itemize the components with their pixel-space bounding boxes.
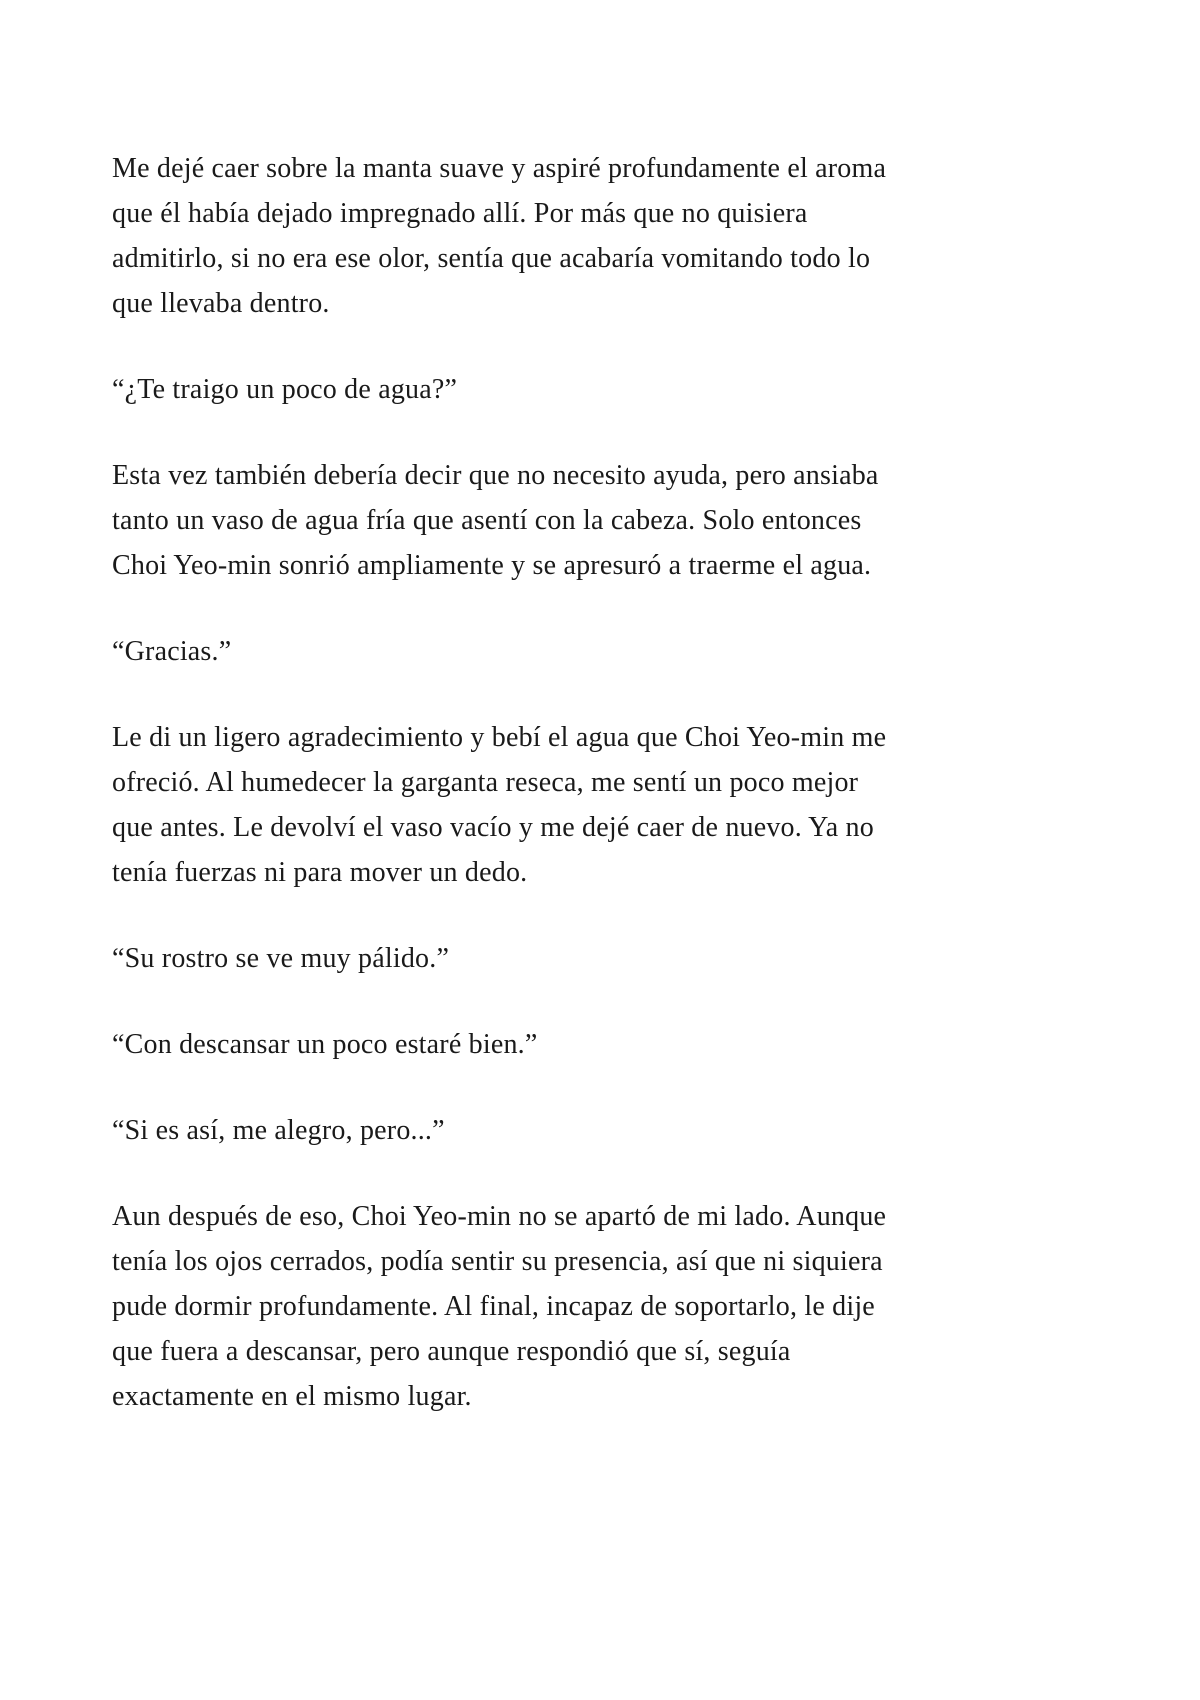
text-line: Choi Yeo-min sonrió ampliamente y se apresuró a traerme el agua. [112, 550, 872, 581]
text-line: Le di un ligero agradecimiento y bebí el agua que Choi Yeo-min me [112, 722, 887, 753]
text-line: admitirlo, si no era ese olor, sentía que acabaría vomitando todo lo [112, 243, 871, 274]
text-line: Aun después de eso, Choi Yeo-min no se apartó de mi lado. Aunque [112, 1201, 887, 1232]
text-line: “Gracias.” [112, 636, 232, 667]
paragraph-dialogue [112, 936, 1012, 981]
text-line: “Su rostro se ve muy pálido.” [112, 943, 450, 974]
text-line: que fuera a descansar, pero aunque respondió que sí, seguía [112, 1336, 791, 1367]
text-line: “Si es así, me alegro, pero...” [112, 1115, 445, 1146]
text-line: “Con descansar un poco estaré bien.” [112, 1029, 538, 1060]
text-line: tenía los ojos cerrados, podía sentir su presencia, así que ni siquiera [112, 1246, 883, 1277]
text-line: Esta vez también debería decir que no necesito ayuda, pero ansiaba [112, 460, 879, 491]
paragraph-narration [112, 715, 1012, 895]
paragraph-dialogue [112, 1108, 1012, 1153]
text-line: que llevaba dentro. [112, 288, 330, 319]
paragraph-narration [112, 146, 1012, 326]
text-line: que antes. Le devolví el vaso vacío y me dejé caer de nuevo. Ya no [112, 812, 874, 843]
text-line: tenía fuerzas ni para mover un dedo. [112, 857, 528, 888]
text-line: “¿Te traigo un poco de agua?” [112, 374, 458, 405]
paragraph-dialogue [112, 1022, 1012, 1067]
text-line: pude dormir profundamente. Al final, incapaz de soportarlo, le dije [112, 1291, 875, 1322]
text-line: que él había dejado impregnado allí. Por más que no quisiera [112, 198, 808, 229]
paragraph-dialogue [112, 367, 1012, 412]
document-page [112, 146, 1012, 1460]
text-line: ofreció. Al humedecer la garganta reseca, me sentí un poco mejor [112, 767, 859, 798]
text-line: Me dejé caer sobre la manta suave y aspiré profundamente el aroma [112, 153, 887, 184]
text-line: tanto un vaso de agua fría que asentí con la cabeza. Solo entonces [112, 505, 862, 536]
text-line: exactamente en el mismo lugar. [112, 1381, 472, 1412]
paragraph-narration [112, 453, 1012, 588]
paragraph-dialogue [112, 629, 1012, 674]
paragraph-narration [112, 1194, 1012, 1419]
